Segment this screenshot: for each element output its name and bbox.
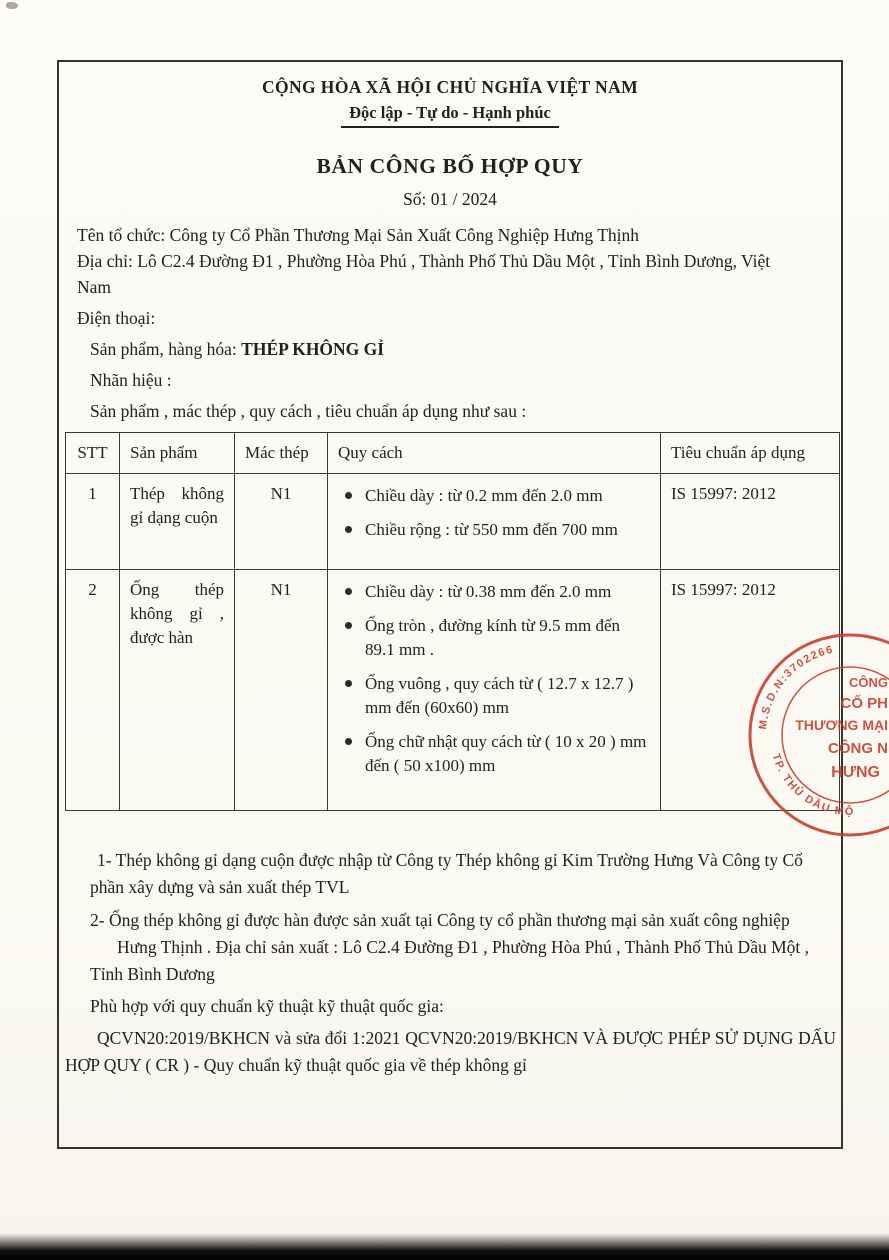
cell-tieu-chuan: IS 15997: 2012	[661, 570, 840, 811]
spec-table	[65, 432, 840, 811]
scan-artifact-bar	[0, 1233, 889, 1260]
col-header-san-pham: Sản phẩm	[120, 433, 235, 474]
cell-tieu-chuan: IS 15997: 2012	[661, 474, 840, 570]
col-header-mac-thep: Mác thép	[235, 433, 328, 474]
stamp-line-hung-thinh: HƯNG	[831, 764, 880, 781]
product-line	[90, 336, 817, 362]
national-motto	[59, 103, 841, 128]
stamp-city-text: TP. THỦ DẦU MỘ	[769, 752, 855, 819]
document-title: BẢN CÔNG BỐ HỢP QUY	[316, 154, 584, 178]
note-province-line: Tỉnh Bình Dương	[90, 964, 215, 984]
product-label: Sản phẩm, hàng hóa:	[90, 339, 242, 359]
cell-mac-thep: N1	[235, 570, 328, 811]
conformity-standard-line: QCVN20:2019/BKHCN và sửa đổi 1:2021 QCVN20:2019/BKHCN VÀ ĐƯỢC PHÉP SỬ DỤNG DẤU HỢP QUY ( CR ) - Quy chuẩn kỹ thuật quốc gia về thép không gỉ	[65, 1028, 836, 1075]
spec-bullet: Chiều dày : từ 0.2 mm đến 2.0 mm	[338, 484, 650, 508]
col-header-tieu-chuan: Tiêu chuẩn áp dụng	[661, 433, 840, 474]
national-motto-text: Độc lập - Tự do - Hạnh phúc	[341, 103, 559, 128]
cell-stt: 2	[66, 570, 120, 811]
notes-section	[59, 847, 841, 1079]
stamp-line-thuong-mai: THƯƠNG MẠI	[795, 717, 888, 733]
spec-bullet: Ống vuông , quy cách từ ( 12.7 x 12.7 ) mm đến (60x60) mm	[338, 672, 650, 720]
cell-san-pham: Thép không gỉ dạng cuộn	[120, 474, 235, 570]
document-border-frame	[57, 60, 843, 1149]
spec-table-row	[66, 570, 840, 811]
company-stamp	[740, 625, 889, 845]
quy-cach-list	[338, 484, 650, 542]
cell-mac-thep: N1	[235, 474, 328, 570]
phone-line: Điện thoại:	[77, 308, 156, 328]
stamp-registration-number: M.S.D.N:3702266	[757, 643, 836, 731]
note-1: 1- Thép không gỉ dạng cuộn được nhập từ Công ty Thép không gỉ Kim Trường Hưng Và Công ty Cổ phần xây dựng và sản xuất thép TVL	[90, 850, 803, 897]
cell-stt: 1	[66, 474, 120, 570]
table-intro-line: Sản phẩm , mác thép , quy cách , tiêu chuẩn áp dụng như sau :	[90, 401, 527, 421]
spec-table-header-row	[66, 433, 840, 474]
col-header-quy-cach: Quy cách	[328, 433, 661, 474]
address-line: Địa chỉ: Lô C2.4 Đường Đ1 , Phường Hòa Phú , Thành Phố Thủ Dầu Một , Tỉnh Bình Dương, Việt Nam	[77, 251, 771, 297]
org-name-line: Tên tổ chức: Công ty Cổ Phần Thương Mại Sản Xuất Công Nghiệp Hưng Thịnh	[77, 225, 640, 245]
cell-quy-cach	[328, 570, 661, 811]
note-2: 2- Ống thép không gỉ được hàn được sản xuất tại Công ty cổ phần thương mại sản xuất công nghiệp Hưng Thịnh . Địa chỉ sản xuất : Lô C2.4 Đường Đ1 , Phường Hòa Phú , Thành Phố Thủ Dầu Một ,	[90, 910, 810, 957]
spec-bullet: Ống tròn , đường kính từ 9.5 mm đến 89.1 mm .	[338, 614, 650, 662]
spec-bullet: Chiều dày : từ 0.38 mm đến 2.0 mm	[338, 580, 650, 604]
quy-cach-list	[338, 580, 650, 778]
spec-table-row	[66, 474, 840, 570]
spec-bullet: Ống chữ nhật quy cách từ ( 10 x 20 ) mm đến ( 50 x100) mm	[338, 730, 650, 778]
scan-speck	[6, 2, 18, 9]
national-header: CỘNG HÒA XÃ HỘI CHỦ NGHĨA VIỆT NAM	[261, 77, 639, 97]
stamp-line-cong-ty: CÔNG	[849, 675, 888, 690]
cell-quy-cach	[328, 474, 661, 570]
spec-bullet: Chiều rộng : từ 550 mm đến 700 mm	[338, 518, 650, 542]
stamp-line-co-phan: CỔ PH	[840, 695, 888, 712]
conformity-intro-line: Phù hợp với quy chuẩn kỹ thuật kỹ thuật quốc gia:	[90, 996, 444, 1016]
cell-san-pham: Ống thép không gỉ , được hàn	[120, 570, 235, 811]
col-header-stt: STT	[66, 433, 120, 474]
stamp-line-cong-nghiep: CÔNG N	[828, 740, 888, 757]
product-name: THÉP KHÔNG GỈ	[241, 339, 385, 359]
document-number: Số: 01 / 2024	[403, 189, 497, 209]
brand-line: Nhãn hiệu :	[90, 370, 172, 390]
